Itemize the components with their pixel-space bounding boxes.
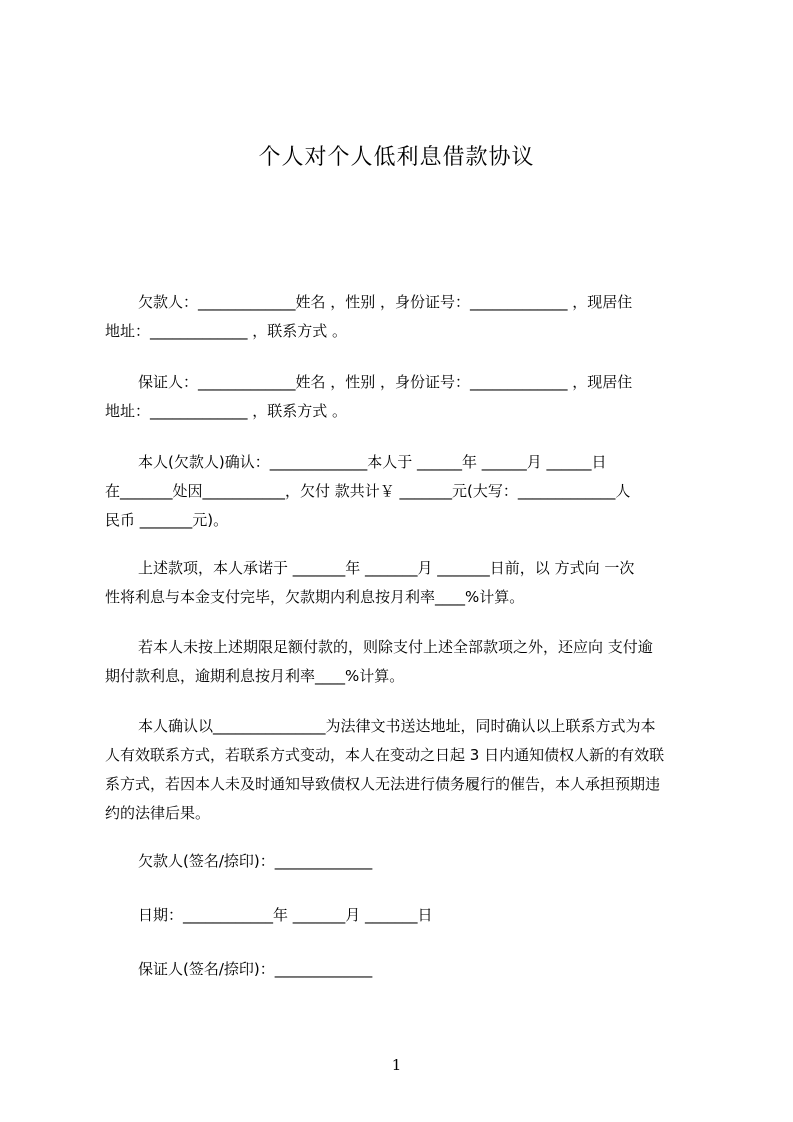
repayment-line-2: 性将利息与本金支付完毕，欠款期内利息按月利率____%计算。 bbox=[105, 588, 525, 606]
repayment-paragraph bbox=[105, 554, 700, 612]
overdue-paragraph bbox=[105, 633, 700, 691]
document-title: 个人对个人低利息借款协议 bbox=[258, 145, 535, 170]
guarantor-info-paragraph bbox=[105, 368, 700, 426]
guarantor-info-line-2: 地址：_____________ ，联系方式 。 bbox=[105, 402, 348, 420]
debtor-signature-line: 欠款人(签名/捺印)：_____________ bbox=[138, 852, 373, 870]
guarantor-info-line-1: 保证人：_____________姓名 ，性别 ，身份证号：_____________ ，现居住 bbox=[138, 373, 633, 391]
service-address-line-4: 约的法律后果。 bbox=[105, 804, 211, 822]
page-number: 1 bbox=[391, 1056, 402, 1074]
repayment-line-1: 上述款项，本人承诺于 _______年 _______月 _______日前，以 方式向 一次 bbox=[138, 559, 635, 577]
service-address-line-3: 系方式，若因本人未及时通知导致债权人无法进行债务履行的催告，本人承担预期违 bbox=[105, 775, 661, 793]
overdue-line-2: 期付款利息，逾期利息按月利率____%计算。 bbox=[105, 667, 405, 685]
overdue-line-1: 若本人未按上述期限足额付款的，则除支付上述全部款项之外，还应向 支付逾 bbox=[138, 638, 653, 656]
service-address-paragraph bbox=[105, 712, 700, 828]
confirmation-paragraph bbox=[105, 448, 700, 535]
service-address-line-2: 人有效联系方式，若联系方式变动，本人在变动之日起 3 日内通知债权人新的有效联 bbox=[105, 746, 665, 764]
confirmation-line-3: 民币 _______元)。 bbox=[105, 511, 229, 529]
guarantor-signature-line: 保证人(签名/捺印)：_____________ bbox=[138, 960, 373, 978]
debtor-info-line-2: 地址：_____________ ，联系方式 。 bbox=[105, 322, 348, 340]
confirmation-line-1: 本人(欠款人)确认：_____________本人于 ______年 ______月 ______日 bbox=[138, 453, 607, 471]
debtor-info-line-1: 欠款人：_____________姓名 ，性别 ，身份证号：_____________ ，现居住 bbox=[138, 293, 633, 311]
debtor-info-paragraph bbox=[105, 288, 700, 346]
signing-date-line: 日期：____________年 _______月 _______日 bbox=[138, 906, 433, 924]
confirmation-line-2: 在_______处因___________，欠付 款共计￥ _______元(大写：_____________人 bbox=[105, 482, 631, 500]
service-address-line-1: 本人确认以_______________为法律文书送达地址，同时确认以上联系方式为本 bbox=[138, 717, 656, 735]
